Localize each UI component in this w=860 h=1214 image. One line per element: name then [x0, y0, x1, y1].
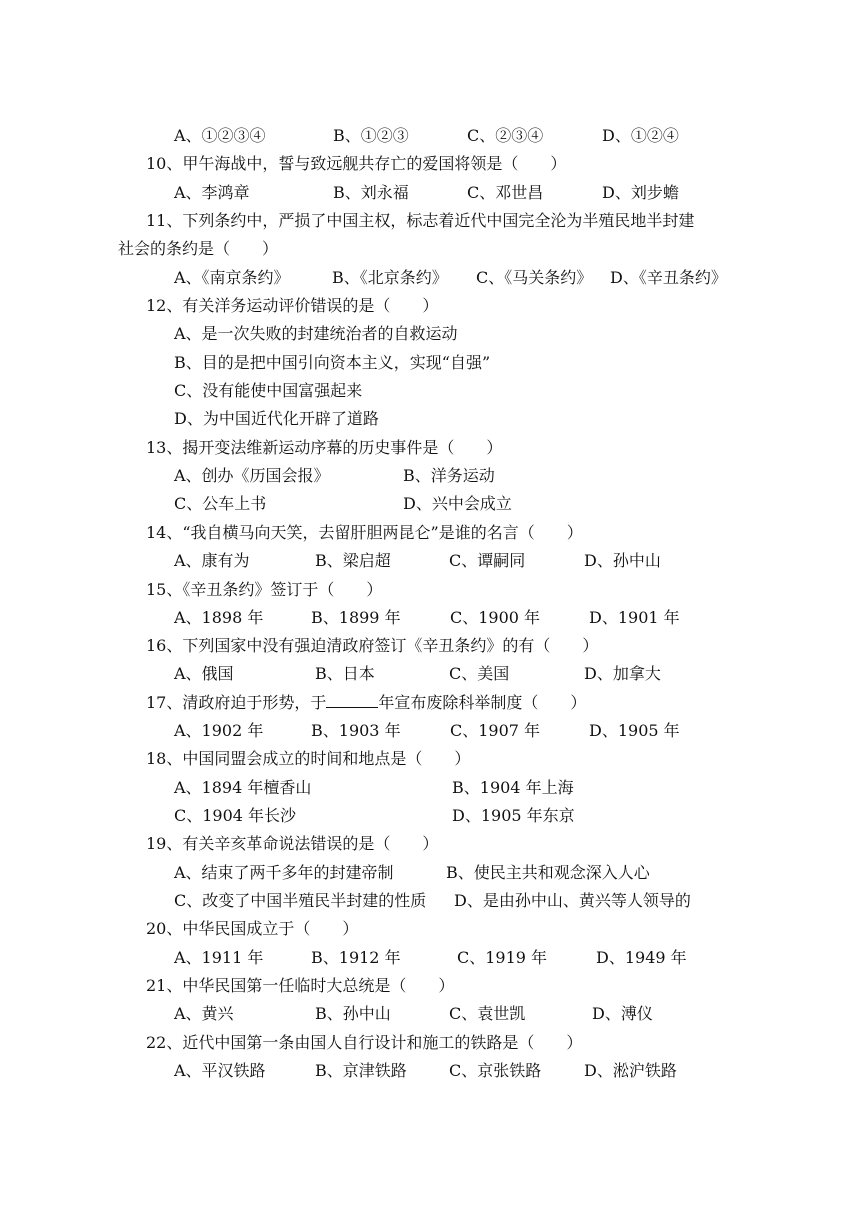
q12-option-d: D、为中国近代化开辟了道路 — [174, 409, 379, 428]
q16-option-a: A、俄国 — [174, 664, 234, 683]
q11-option-b: B、《北京条约》 — [332, 268, 448, 287]
q17-option-c: C、1907 年 — [450, 721, 541, 740]
q18-option-d: D、1905 年东京 — [452, 806, 575, 825]
q22-option-a: A、平汉铁路 — [174, 1061, 266, 1080]
q13-option-a: A、创办《历国会报》 — [174, 466, 330, 485]
q14-option-a: A、康有为 — [174, 551, 250, 570]
q20-stem: 20、中华民国成立于（ ） — [146, 919, 359, 938]
q22-option-d: D、淞沪铁路 — [584, 1061, 677, 1080]
q10-stem: 10、甲午海战中，誓与致远舰共存亡的爱国将领是（ ） — [146, 154, 567, 173]
q12-option-c: C、没有能使中国富强起来 — [174, 381, 363, 400]
q16-stem: 16、下列国家中没有强迫清政府签订《辛丑条约》的有（ ） — [146, 636, 599, 655]
q14-option-d: D、孙中山 — [584, 551, 661, 570]
q19-option-a: A、结束了两千多年的封建帝制 — [174, 863, 394, 882]
q9-option-b: B、①②③ — [333, 126, 409, 145]
q16-option-c: C、美国 — [449, 664, 510, 683]
q22-option-b: B、京津铁路 — [315, 1061, 407, 1080]
q18-option-c: C、1904 年长沙 — [174, 806, 297, 825]
q13-option-c: C、公车上书 — [174, 494, 267, 513]
q21-stem: 21、中华民国第一任临时大总统是（ ） — [146, 976, 455, 995]
q19-stem: 19、有关辛亥革命说法错误的是（ ） — [146, 834, 439, 853]
q20-option-a: A、1911 年 — [174, 948, 264, 967]
q21-option-b: B、孙中山 — [315, 1004, 391, 1023]
q11-stem-line1: 11、下列条约中，严损了中国主权，标志着近代中国完全沦为半殖民地半封建 — [146, 211, 695, 230]
q18-stem: 18、中国同盟会成立的时间和地点是（ ） — [146, 749, 471, 768]
q11-option-c: C、《马关条约》 — [476, 268, 593, 287]
q15-option-c: C、1900 年 — [450, 608, 541, 627]
q14-option-b: B、梁启超 — [315, 551, 391, 570]
q18-option-a: A、1894 年檀香山 — [174, 778, 312, 797]
q15-stem: 15、《辛丑条约》签订于（ ） — [146, 580, 383, 599]
q14-stem: 14、“我自横马向天笑，去留肝胆两昆仑”是谁的名言（ ） — [146, 523, 583, 542]
q21-option-d: D、溥仪 — [592, 1004, 653, 1023]
q17-option-b: B、1903 年 — [311, 721, 401, 740]
q11-stem-line2: 社会的条约是（ ） — [118, 239, 279, 258]
q19-option-d: D、是由孙中山、黄兴等人领导的 — [454, 891, 691, 910]
q17-stem-after: 年宣布废除科举制度（ ） — [378, 693, 587, 712]
q11-option-d: D、《辛丑条约》 — [610, 268, 727, 287]
q15-option-b: B、1899 年 — [311, 608, 401, 627]
q13-stem: 13、揭开变法维新运动序幕的历史事件是（ ） — [146, 438, 503, 457]
q21-option-c: C、袁世凯 — [449, 1004, 526, 1023]
q13-option-b: B、洋务运动 — [403, 466, 495, 485]
q19-option-c: C、改变了中国半殖民半封建的性质 — [174, 891, 427, 910]
q20-option-c: C、1919 年 — [457, 948, 548, 967]
q9-option-a: A、①②③④ — [174, 126, 266, 145]
q17-answer-blank — [326, 689, 378, 708]
q21-option-a: A、黄兴 — [174, 1004, 234, 1023]
q16-option-d: D、加拿大 — [584, 664, 661, 683]
q10-option-d: D、刘步蟾 — [602, 183, 679, 202]
q9-option-c: C、②③④ — [467, 126, 544, 145]
q20-option-d: D、1949 年 — [596, 948, 687, 967]
q12-stem: 12、有关洋务运动评价错误的是（ ） — [146, 296, 439, 315]
q15-option-d: D、1901 年 — [589, 608, 680, 627]
q18-option-b: B、1904 年上海 — [452, 778, 574, 797]
q15-option-a: A、1898 年 — [174, 608, 264, 627]
q10-option-a: A、李鸿章 — [174, 183, 250, 202]
q20-option-b: B、1912 年 — [311, 948, 401, 967]
q16-option-b: B、日本 — [315, 664, 375, 683]
q19-option-b: B、使民主共和观念深入人心 — [446, 863, 650, 882]
q12-option-b: B、目的是把中国引向资本主义，实现“自强” — [174, 353, 491, 372]
q10-option-c: C、邓世昌 — [467, 183, 544, 202]
q22-stem: 22、近代中国第一条由国人自行设计和施工的铁路是（ ） — [146, 1033, 583, 1052]
q13-option-d: D、兴中会成立 — [403, 494, 512, 513]
q12-option-a: A、是一次失败的封建统治者的自救运动 — [174, 324, 458, 343]
q14-option-c: C、谭嗣同 — [449, 551, 526, 570]
q17-option-a: A、1902 年 — [174, 721, 264, 740]
q10-option-b: B、刘永福 — [333, 183, 409, 202]
q17-option-d: D、1905 年 — [589, 721, 680, 740]
q9-option-d: D、①②④ — [602, 126, 679, 145]
q22-option-c: C、京张铁路 — [449, 1061, 542, 1080]
q11-option-a: A、《南京条约》 — [174, 268, 290, 287]
q17-stem-before: 17、清政府迫于形势，于 — [146, 693, 327, 712]
q17-stem — [146, 689, 586, 717]
